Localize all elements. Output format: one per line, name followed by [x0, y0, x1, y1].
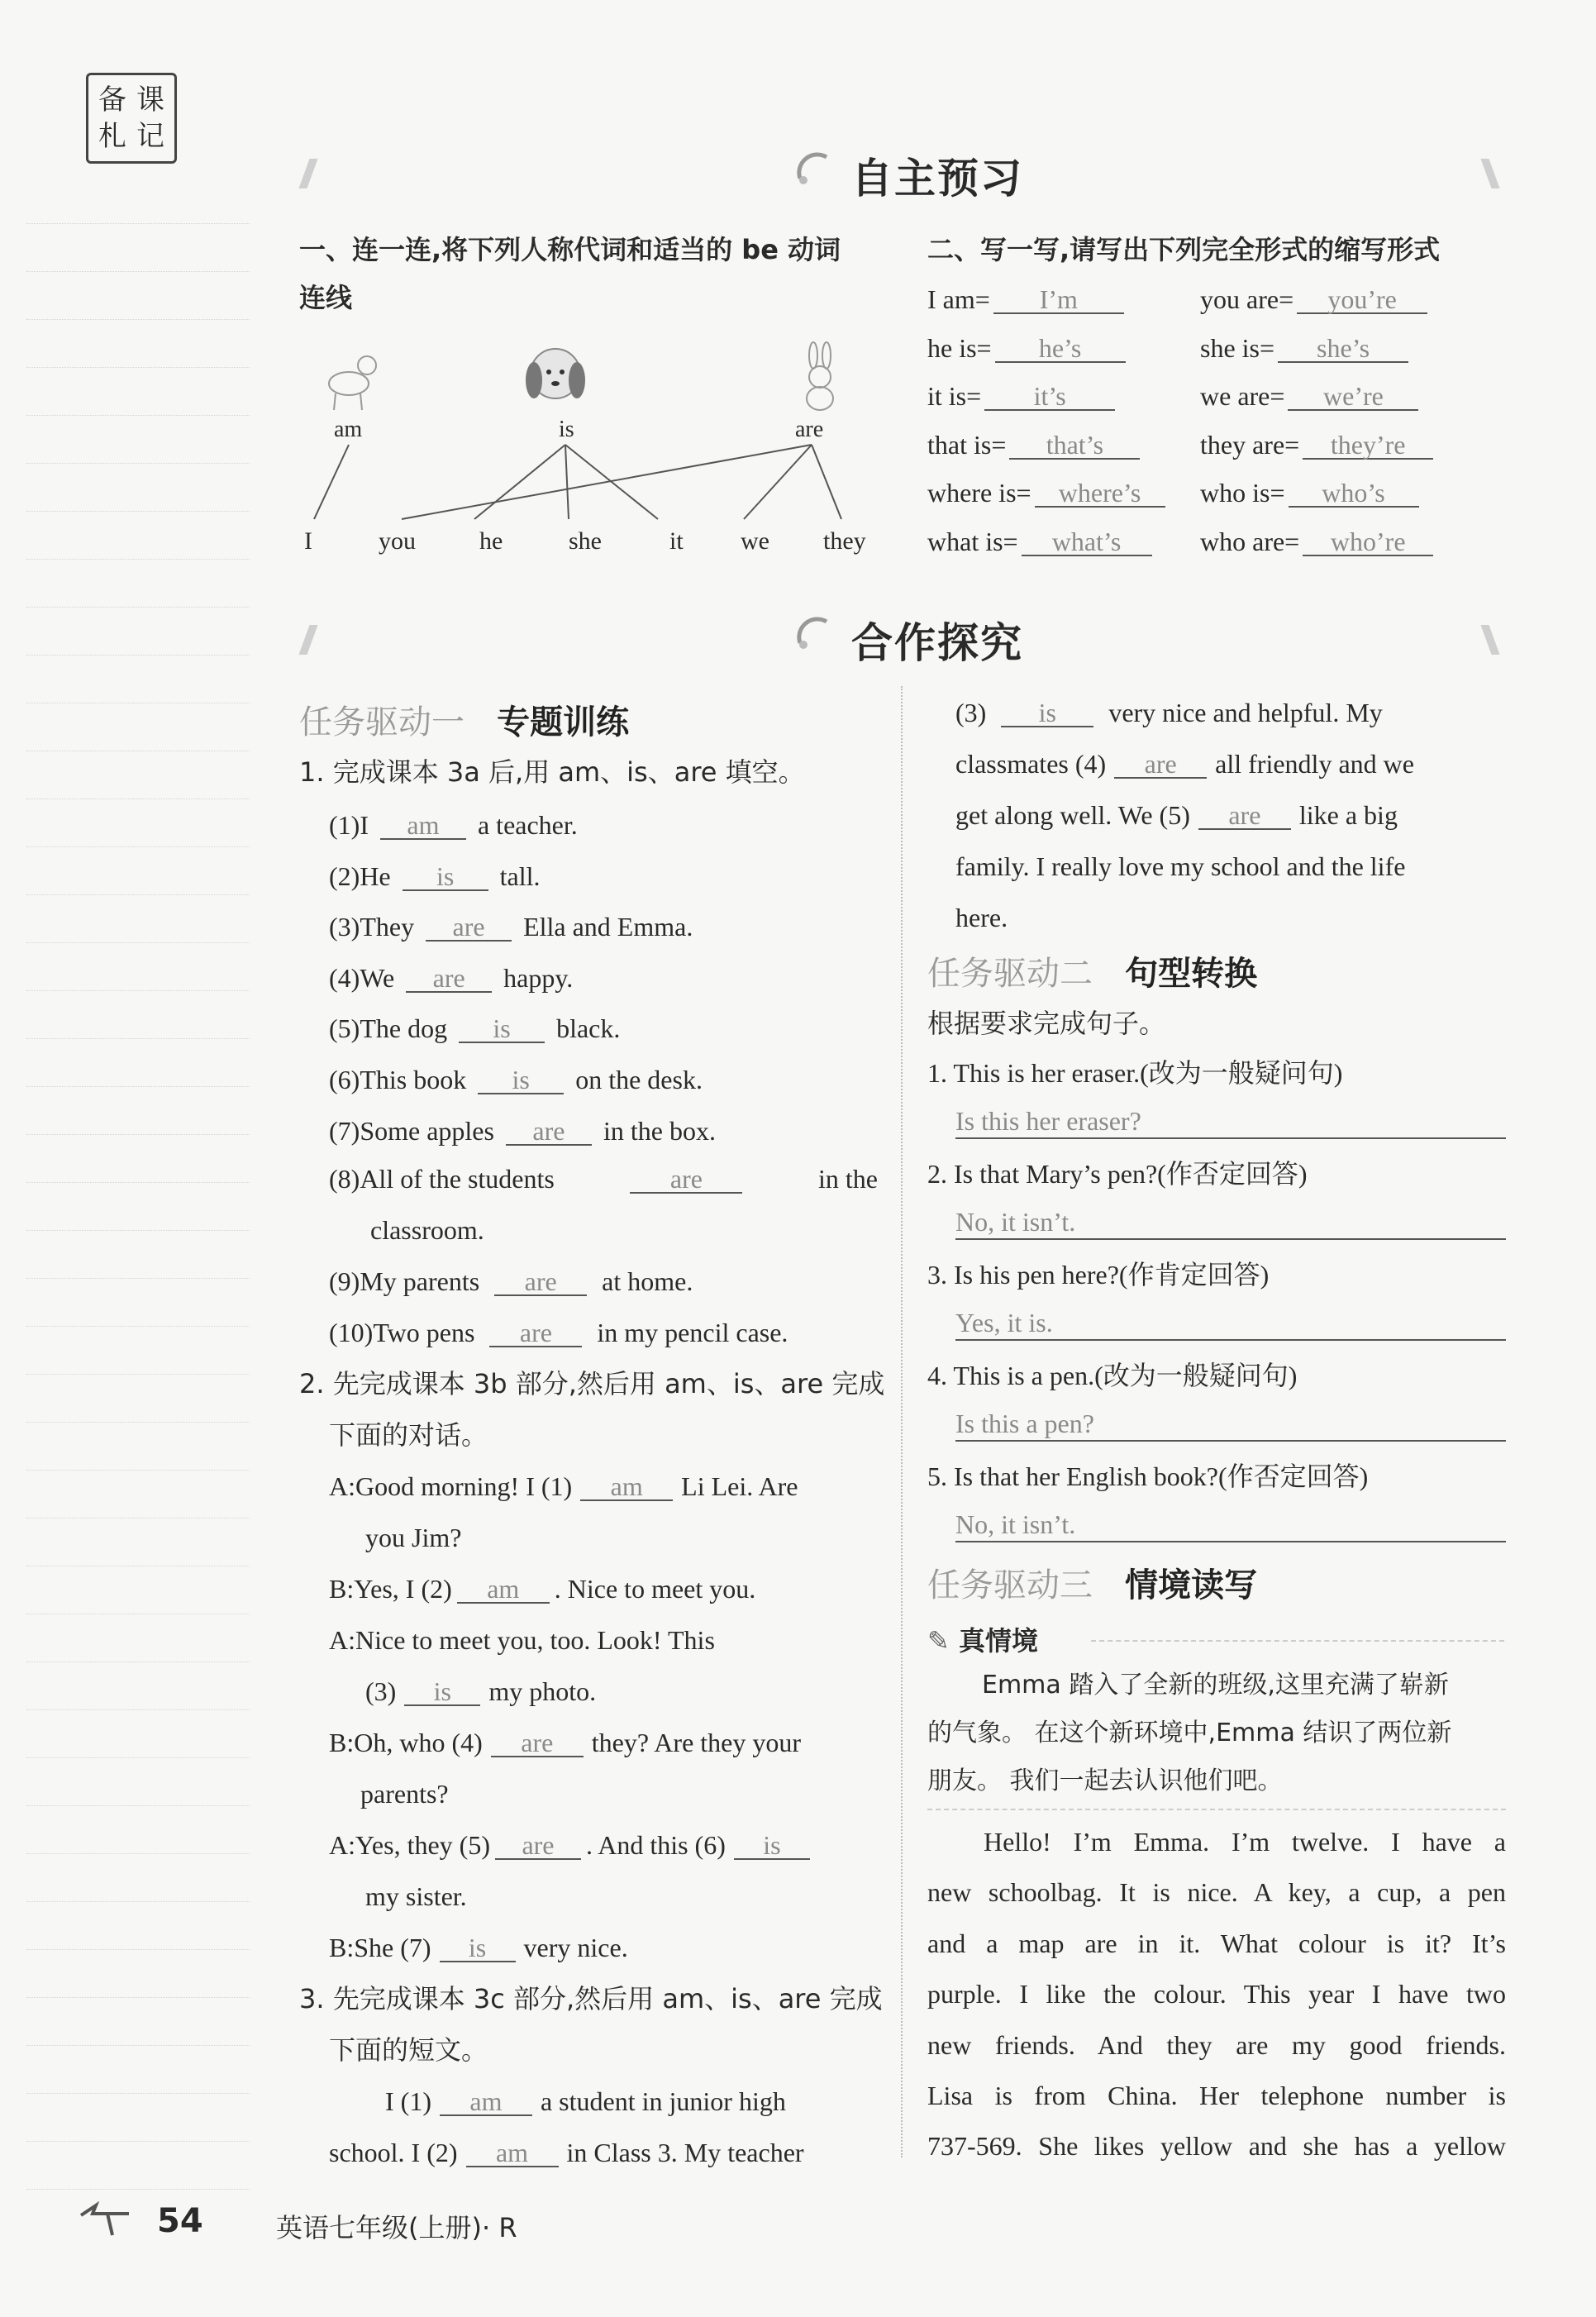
scene-line: 的气象。 在这个新环境中,Emma 结识了两位新	[927, 1719, 1452, 1747]
q1-item-answer: are	[506, 1118, 592, 1146]
scene-label	[927, 1620, 1038, 1658]
q3-title: 3. 先完成课本 3c 部分,然后用 am、is、are 完成	[299, 1983, 883, 2014]
pronoun-she: she	[569, 527, 602, 555]
page-corner-arrow-icon	[76, 2199, 134, 2243]
contraction-row	[1200, 528, 1433, 556]
task2-answer-line: Yes, it is.	[955, 1309, 1506, 1341]
verb-is: is	[559, 417, 574, 442]
sidebar-rule	[26, 463, 250, 464]
rabbit-icon	[807, 342, 833, 410]
sidebar-rule	[26, 1422, 250, 1423]
contraction-answer: who’s	[1289, 479, 1419, 508]
note-char: 课	[136, 83, 164, 117]
sidebar-rule	[26, 223, 250, 224]
sidebar-rule	[26, 607, 250, 608]
scene-divider	[927, 1809, 1506, 1810]
q1-item-rest: in my pencil case.	[597, 1318, 788, 1347]
page-number: 54	[157, 2202, 203, 2240]
q1-item-prompt: (4)We	[329, 962, 395, 993]
q1-item	[329, 1015, 620, 1043]
q1-item-8-cont: classroom.	[370, 1215, 484, 1245]
q1-item	[329, 962, 574, 993]
sidebar-rule	[26, 1230, 250, 1231]
dialog-answer: is	[734, 1832, 810, 1860]
q1-item-answer: are	[426, 913, 512, 942]
q1-item-answer: is	[478, 1066, 564, 1094]
contraction-answer: who’re	[1303, 528, 1433, 556]
passage-line: I (1) am a student in junior high	[385, 2086, 786, 2116]
sidebar-rule	[26, 367, 250, 368]
section-title-preview: 自主预习	[851, 155, 1023, 203]
dialog-line: you Jim?	[365, 1523, 462, 1552]
task1-title: 任务驱动一	[299, 703, 465, 741]
q1-item-rest: a teacher.	[477, 810, 578, 840]
passage-line: here.	[955, 903, 1008, 932]
contraction-answer: we’re	[1288, 383, 1418, 411]
passage-answer: are	[1198, 802, 1291, 830]
contraction-answer: he’s	[995, 335, 1126, 363]
q1-item-9	[329, 1268, 693, 1296]
sidebar-rule	[26, 1757, 250, 1758]
task1-heading	[299, 696, 629, 743]
q2-title-cont: 下面的对话。	[329, 1419, 488, 1451]
q1-item-prompt: (7)Some apples	[329, 1115, 494, 1146]
reading-line: new schoolbag. It is nice. A key, a cup, a pen	[927, 1877, 1506, 1908]
contraction-row	[1200, 479, 1419, 508]
contraction-row	[927, 431, 1140, 460]
passage-line: (3) is very nice and helpful. My	[955, 698, 1383, 727]
sidebar-rule	[26, 990, 250, 991]
reading-line: Lisa is from China. Her telephone number is	[927, 2081, 1506, 2110]
contraction-row	[1200, 332, 1408, 363]
contraction-answer: I’m	[993, 286, 1124, 314]
contraction-answer: what’s	[1022, 528, 1152, 556]
sidebar-rule	[26, 1374, 250, 1375]
q1-item-rest: in the box.	[603, 1115, 716, 1146]
task2-answer-line: No, it isn’t.	[955, 1209, 1506, 1240]
q1-item-rest: at home.	[602, 1266, 693, 1296]
column-divider	[901, 686, 903, 2157]
sidebar-rule	[26, 894, 250, 895]
contraction-prompt: I am=	[927, 284, 990, 314]
task3-heading	[927, 1559, 1257, 1606]
part2-title: 二、写一写,请写出下列完全形式的缩写形式	[927, 234, 1441, 265]
q1-item-answer: are	[494, 1268, 587, 1296]
sidebar-rule	[26, 846, 250, 847]
q1-title: 1. 完成课本 3a 后,用 am、is、are 填空。	[299, 756, 805, 788]
reading-line: purple. I like the colour. This year I have two	[927, 1979, 1506, 2009]
note-box	[86, 73, 177, 164]
contraction-prompt: who are=	[1200, 527, 1300, 556]
task2-title: 任务驱动二	[927, 955, 1093, 993]
contraction-prompt: you are=	[1200, 284, 1294, 314]
contraction-answer: she’s	[1278, 335, 1408, 363]
sidebar-rule	[26, 655, 250, 656]
sidebar-rule	[26, 1805, 250, 1806]
dog-icon	[526, 349, 585, 398]
reading-line: 737-569. She likes yellow and she has a yellow	[927, 2131, 1506, 2162]
dialog-line: (3) is my photo.	[365, 1676, 597, 1706]
q3-title-cont: 下面的短文。	[329, 2034, 488, 2066]
passage-answer: are	[1114, 751, 1207, 779]
banner-decoration	[298, 159, 317, 188]
task2-question: 3. Is his pen here?(作肯定回答)	[927, 1260, 1270, 1290]
task2-heading	[927, 947, 1257, 994]
sidebar-rule	[26, 1949, 250, 1950]
note-char: 札	[98, 120, 126, 153]
q1-item-prompt: (9)My parents	[329, 1266, 480, 1296]
contraction-prompt: we are=	[1200, 381, 1285, 412]
q1-item	[329, 863, 541, 891]
scene-line: 朋友。 我们一起去认识他们吧。	[927, 1766, 1283, 1795]
q1-item	[329, 913, 693, 942]
sidebar-rule	[26, 511, 250, 512]
pronoun-you: you	[379, 527, 416, 555]
passage-answer: am	[466, 2139, 559, 2167]
goat-icon	[329, 356, 376, 410]
contraction-row	[927, 383, 1115, 411]
contraction-prompt: she is=	[1200, 332, 1275, 363]
contraction-prompt: that is=	[927, 429, 1007, 460]
q1-item-rest: Ella and Emma.	[523, 912, 693, 942]
q1-item-answer: are	[489, 1319, 582, 1347]
scene-divider	[1091, 1640, 1504, 1642]
scene-label-text: 真情境	[958, 1625, 1038, 1657]
sidebar-rule	[26, 1709, 250, 1710]
contraction-prompt: it is=	[927, 381, 982, 412]
sidebar-rule	[26, 1182, 250, 1183]
sidebar-rule	[26, 2141, 250, 2142]
q1-item-10	[329, 1319, 788, 1347]
sidebar-rule	[26, 1038, 250, 1039]
sidebar-rule	[26, 1086, 250, 1087]
task2-subtitle: 句型转换	[1125, 955, 1258, 993]
passage-line: classmates (4) are all friendly and we	[955, 749, 1414, 779]
contraction-prompt: who is=	[1200, 478, 1285, 508]
passage-line: school. I (2) am in Class 3. My teacher	[329, 2138, 804, 2167]
sidebar-rule	[26, 2189, 250, 2190]
dialog-answer: is	[404, 1678, 480, 1706]
sidebar-rule	[26, 1997, 250, 1998]
q1-item-prompt: (5)The dog	[329, 1013, 448, 1044]
dialog-line: A:Good morning! I (1) am Li Lei. Are	[329, 1471, 798, 1501]
task3-title: 任务驱动三	[927, 1566, 1093, 1604]
contraction-row	[927, 528, 1152, 556]
sidebar-rule	[26, 271, 250, 272]
contraction-answer: it’s	[984, 383, 1115, 411]
contraction-row	[927, 332, 1126, 363]
section-title-explore: 合作探究	[851, 619, 1023, 667]
matching-diagram	[299, 339, 894, 562]
note-char: 记	[136, 120, 164, 153]
reading-line: and a map are in it. What colour is it? It’s	[927, 1928, 1506, 1958]
q1-item-rest: happy.	[503, 962, 574, 993]
sidebar-rule	[26, 2093, 250, 2094]
banner-icon	[793, 145, 835, 190]
contraction-answer: you’re	[1297, 286, 1427, 314]
task2-question: 5. Is that her English book?(作否定回答)	[927, 1461, 1369, 1491]
passage-line: get along well. We (5) are like a big	[955, 800, 1398, 830]
note-char: 备	[98, 83, 126, 117]
pronoun-i: I	[304, 527, 312, 555]
dialog-line: A:Yes, they (5) are . And this (6) is	[329, 1832, 810, 1860]
contraction-prompt: he is=	[927, 332, 992, 363]
contraction-prompt: they are=	[1200, 429, 1300, 460]
sidebar-rule	[26, 559, 250, 560]
banner-icon	[793, 610, 835, 655]
q1-item-prompt: (10)Two pens	[329, 1318, 475, 1347]
dialog-answer: are	[491, 1729, 584, 1757]
pronoun-they: they	[823, 527, 866, 555]
sidebar-rule	[26, 1326, 250, 1327]
sidebar-rule	[26, 1661, 250, 1662]
sidebar-rule	[26, 1901, 250, 1902]
task2-question: 2. Is that Mary’s pen?(作否定回答)	[927, 1159, 1308, 1189]
sidebar-rule	[26, 319, 250, 320]
part1-title: 一、连一连,将下列人称代词和适当的 be 动词	[299, 234, 841, 265]
dialog-answer: am	[457, 1576, 550, 1604]
q1-item-answer: are	[630, 1166, 742, 1194]
contraction-row	[927, 286, 1124, 314]
contraction-answer: they’re	[1303, 431, 1433, 460]
q2-title: 2. 先完成课本 3b 部分,然后用 am、is、are 完成	[299, 1368, 885, 1399]
dialog-answer: am	[580, 1473, 673, 1501]
dialog-line: B:Oh, who (4) are they? Are they your	[329, 1728, 802, 1757]
q1-item-rest: on the desk.	[575, 1065, 703, 1094]
reading-line: Hello! I’m Emma. I’m twelve. I have a	[984, 1827, 1506, 1857]
dialog-line: B:She (7) is very nice.	[329, 1933, 628, 1962]
passage-line: family. I really love my school and the life	[955, 851, 1406, 881]
pronoun-it: it	[669, 527, 684, 555]
contraction-prompt: what is=	[927, 527, 1018, 556]
contraction-row	[1200, 431, 1433, 460]
contraction-prompt: where is=	[927, 478, 1031, 508]
banner-decoration	[1480, 625, 1499, 655]
book-title: 英语七年级(上册)· R	[276, 2212, 517, 2243]
task2-answer-line: Is this her eraser?	[955, 1108, 1506, 1139]
contraction-row	[1200, 286, 1427, 314]
sidebar-rule	[26, 1470, 250, 1471]
sidebar-rule	[26, 415, 250, 416]
contraction-row	[927, 479, 1165, 508]
q1-item-8	[329, 1166, 878, 1194]
q1-item-answer: is	[403, 863, 488, 891]
contraction-answer: where’s	[1035, 479, 1165, 508]
q1-item	[329, 812, 578, 840]
contraction-answer: that’s	[1009, 431, 1140, 460]
pronoun-we: we	[741, 527, 769, 555]
dialog-line: B:Yes, I (2) am . Nice to meet you.	[329, 1574, 756, 1604]
q1-item-rest: in the	[818, 1164, 878, 1194]
contraction-row	[1200, 383, 1418, 411]
verb-are: are	[795, 417, 824, 442]
verb-am: am	[334, 417, 363, 442]
dialog-line: A:Nice to meet you, too. Look! This	[329, 1625, 715, 1655]
dialog-answer: is	[440, 1934, 516, 1962]
pencil-icon: ✎	[927, 1625, 950, 1657]
dialog-answer: are	[495, 1832, 581, 1860]
q1-item-rest: black.	[556, 1013, 621, 1044]
q1-item-prompt: (6)This book	[329, 1065, 467, 1094]
q1-item-prompt: (2)He	[329, 861, 391, 891]
sidebar-rule	[26, 1853, 250, 1854]
sidebar-rule	[26, 942, 250, 943]
task2-intro: 根据要求完成句子。	[927, 1008, 1166, 1039]
task2-answer-line: No, it isn’t.	[955, 1511, 1506, 1542]
q1-item-answer: are	[406, 965, 492, 993]
banner-decoration	[298, 625, 317, 655]
scene-line: Emma 踏入了全新的班级,这里充满了崭新	[982, 1671, 1449, 1700]
dialog-line: parents?	[360, 1779, 449, 1809]
passage-answer: is	[1001, 699, 1093, 727]
q1-item-prompt: (3)They	[329, 912, 415, 942]
banner-decoration	[1480, 159, 1499, 188]
dialog-line: my sister.	[365, 1881, 467, 1911]
task2-answer-line: Is this a pen?	[955, 1410, 1506, 1442]
q1-item-answer: is	[459, 1015, 545, 1043]
q1-item-prompt: (8)All of the students	[329, 1164, 555, 1194]
q1-item-prompt: (1)I	[329, 810, 369, 840]
part1-title-cont: 连线	[299, 282, 353, 313]
pronoun-he: he	[479, 527, 503, 555]
task3-subtitle: 情境读写	[1125, 1566, 1258, 1604]
task1-subtitle: 专题训练	[497, 703, 630, 741]
q1-item	[329, 1115, 716, 1146]
sidebar-rule	[26, 2045, 250, 2046]
q1-item-rest: tall.	[499, 861, 541, 891]
task2-question: 4. This is a pen.(改为一般疑问句)	[927, 1361, 1298, 1390]
task2-question: 1. This is her eraser.(改为一般疑问句)	[927, 1058, 1343, 1088]
q1-item	[329, 1066, 703, 1094]
sidebar-rule	[26, 1134, 250, 1135]
q1-item-answer: am	[380, 812, 466, 840]
passage-answer: am	[440, 2088, 532, 2116]
reading-line: new friends. And they are my good friends.	[927, 2029, 1506, 2060]
sidebar-rule	[26, 1278, 250, 1279]
